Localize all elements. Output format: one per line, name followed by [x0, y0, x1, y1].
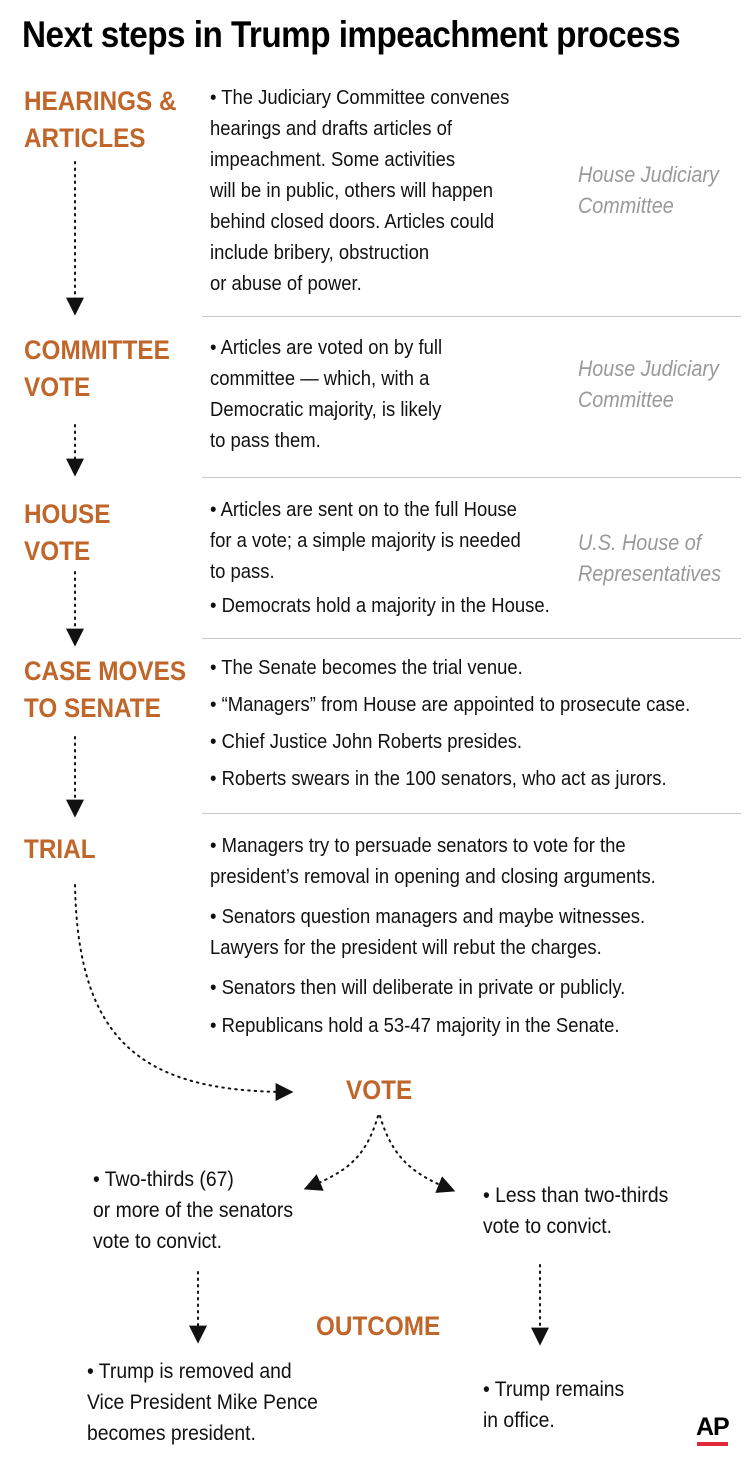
text-line: • Less than two-thirds — [483, 1183, 669, 1207]
bullet-line: • Articles are voted on by full — [210, 336, 443, 359]
bullet-line: Lawyers for the president will rebut the charges. — [210, 936, 602, 959]
bullet-line: for a vote; a simple majority is needed — [210, 529, 521, 552]
text-line: • Two-thirds (67) — [93, 1167, 234, 1191]
arrow-trial-to-vote — [75, 885, 290, 1092]
step-label-line: COMMITTEE — [24, 335, 170, 365]
step-label-line: HEARINGS & — [24, 86, 177, 116]
source-line: House Judiciary — [578, 356, 719, 381]
step-label-line: VOTE — [24, 372, 91, 402]
arrow-vote-to-convict — [307, 1116, 378, 1188]
text-line: • Trump remains — [483, 1377, 625, 1401]
bullet-line: or abuse of power. — [210, 272, 362, 295]
bullet-line: • Republicans hold a 53-47 majority in the Senate. — [210, 1014, 620, 1037]
source-line: Committee — [578, 387, 674, 412]
outcome-label: OUTCOME — [316, 1311, 441, 1341]
text-line: • Trump is removed and — [87, 1359, 292, 1383]
bullet-line: impeachment. Some activities — [210, 148, 456, 171]
step-label-line: ARTICLES — [24, 123, 146, 153]
source-line: U.S. House of — [578, 530, 702, 555]
step-label-line: TRIAL — [24, 834, 96, 864]
bullet-line: to pass them. — [210, 429, 321, 452]
bullet-line: • “Managers” from House are appointed to prosecute case. — [210, 693, 691, 716]
bullet-line: include bribery, obstruction — [210, 241, 430, 264]
bullet-line: • Roberts swears in the 100 senators, who act as jurors. — [210, 767, 667, 790]
text-line: becomes president. — [87, 1421, 256, 1445]
step-label-line: TO SENATE — [24, 693, 161, 723]
source-line: Representatives — [578, 561, 722, 586]
source-line: Committee — [578, 193, 674, 218]
ap-logo-bar — [697, 1442, 728, 1446]
bullet-line: • Chief Justice John Roberts presides. — [210, 730, 523, 753]
page-title: Next steps in Trump impeachment process — [22, 14, 681, 55]
text-line: in office. — [483, 1408, 555, 1432]
bullet-line: behind closed doors. Articles could — [210, 210, 495, 233]
step-label-line: CASE MOVES — [24, 656, 187, 686]
bullet-line: hearings and drafts articles of — [210, 117, 453, 140]
bullet-line: will be in public, others will happen — [210, 179, 494, 202]
bullet-line: to pass. — [210, 560, 275, 583]
bullet-line: • Senators then will deliberate in private or publicly. — [210, 976, 626, 999]
bullet-line: committee — which, with a — [210, 367, 430, 390]
bullet-line: • Articles are sent on to the full House — [210, 498, 517, 521]
text-line: or more of the senators — [93, 1198, 294, 1222]
bullet-line: president’s removal in opening and closing arguments. — [210, 865, 656, 888]
source-line: House Judiciary — [578, 162, 719, 187]
bullet-line: • The Judiciary Committee convenes — [210, 86, 510, 109]
ap-logo: AP — [696, 1413, 729, 1441]
step-label-line: HOUSE — [24, 499, 111, 529]
bullet-line: Democratic majority, is likely — [210, 398, 442, 421]
bullet-line: • Managers try to persuade senators to vote for the — [210, 834, 626, 857]
text-line: Vice President Mike Pence — [87, 1390, 318, 1414]
step-label-line: VOTE — [24, 536, 91, 566]
bullet-line: • Senators question managers and maybe witnesses. — [210, 905, 646, 928]
bullet-line: • Democrats hold a majority in the House. — [210, 594, 550, 617]
text-line: vote to convict. — [483, 1214, 613, 1238]
arrow-vote-to-acquit — [380, 1116, 452, 1190]
text-line: vote to convict. — [93, 1229, 223, 1253]
vote-label: VOTE — [346, 1075, 413, 1105]
bullet-line: • The Senate becomes the trial venue. — [210, 656, 523, 679]
